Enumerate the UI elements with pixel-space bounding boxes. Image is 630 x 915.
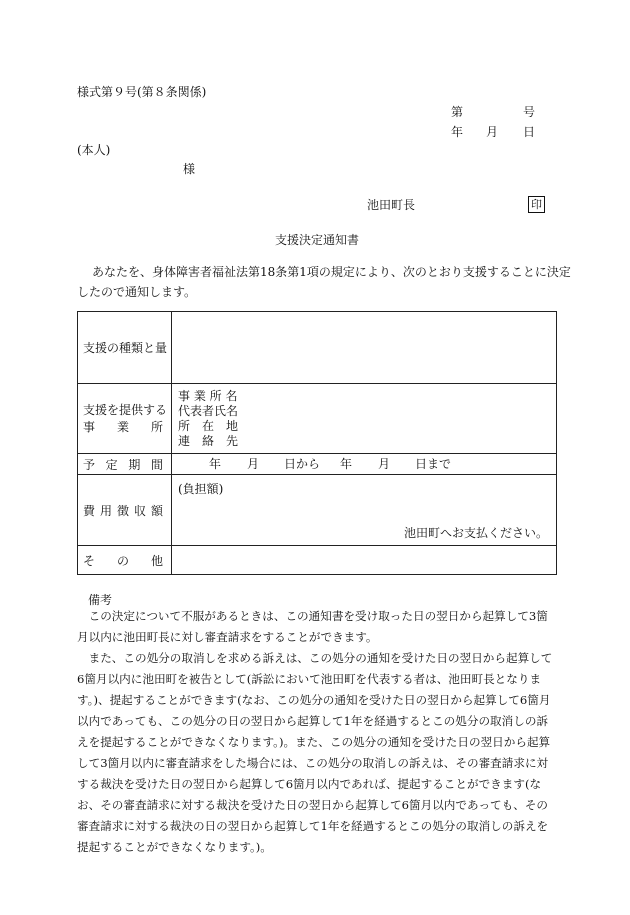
- provider-label-char: 業: [116, 420, 129, 434]
- period-label-cell: [78, 454, 172, 475]
- fee-label-char: 徴: [116, 503, 129, 518]
- period-end-year: 年: [340, 457, 353, 471]
- other-label: [78, 552, 171, 569]
- intro-line-2: したので通知します。: [77, 285, 197, 299]
- period-label-char: 定: [105, 457, 118, 472]
- period-end-month: 月: [378, 457, 391, 471]
- fee-value: [172, 475, 556, 545]
- provider-label-char: 所: [150, 420, 163, 434]
- period-start-year: 年: [209, 457, 222, 471]
- row-fee: [78, 475, 557, 546]
- provider-field-contact: 連 絡 先: [178, 433, 239, 448]
- other-label-cell: [78, 546, 172, 575]
- provider-value-cell: [172, 384, 557, 454]
- period-label-char: 期: [128, 457, 141, 472]
- provider-label-cell: [78, 384, 172, 454]
- provider-fields: [172, 389, 556, 449]
- other-label-char: そ: [83, 553, 96, 568]
- intro-line-1: あなたを、身体障害者福祉法第18条第1項の規定により、次のとおり支援することに決定: [92, 265, 571, 279]
- fee-label-char: 用: [99, 503, 112, 518]
- other-label-char: 他: [150, 553, 163, 568]
- date-year-label: 年: [451, 125, 464, 139]
- date-day-label: 日: [523, 125, 536, 139]
- period-value: [172, 456, 556, 472]
- period-label-char: 予: [83, 457, 96, 472]
- row-period: [78, 454, 557, 475]
- row-other: [78, 546, 557, 575]
- period-end-day: 日まで: [415, 457, 452, 471]
- period-start-month: 月: [247, 457, 260, 471]
- period-label: [78, 456, 171, 473]
- recipient-label: (本人): [77, 143, 111, 157]
- provider-label-char: 事: [83, 420, 96, 434]
- fee-note: (負担額): [178, 482, 224, 496]
- notes-paragraph-1: この決定について不服があるときは、この通知書を受け取った日の翌日から起算して3箇月以内に池田町長に対し審査請求をすることができます。: [77, 609, 548, 644]
- document-number-suffix: 号: [523, 105, 536, 119]
- document-title: 支援決定通知書: [275, 233, 360, 247]
- period-label-char: 間: [150, 457, 163, 472]
- support-type-label-cell: [78, 312, 172, 384]
- recipient-honorific: 様: [183, 162, 196, 176]
- provider-label-line2: [78, 418, 171, 435]
- other-value-cell: [172, 546, 557, 575]
- notes-body: [77, 606, 559, 858]
- support-type-label: 支援の種類と量: [83, 340, 168, 355]
- fee-label: [78, 502, 171, 519]
- fee-label-char: 収: [133, 503, 146, 518]
- fee-value-cell: [172, 475, 557, 546]
- form-number: 様式第９号(第８条関係): [77, 85, 207, 99]
- provider-field-office-name: 事 業 所 名: [178, 388, 238, 403]
- period-value-cell: [172, 454, 557, 475]
- date-month-label: 月: [486, 125, 499, 139]
- provider-field-address: 所 在 地: [178, 418, 239, 433]
- support-type-value-cell: [172, 312, 557, 384]
- document-number-label: 第: [451, 105, 464, 119]
- seal-mark: 印: [528, 196, 545, 213]
- provider-label-line1: 支援を提供する: [83, 403, 168, 417]
- fee-payment-instruction: 池田町へお支払ください。: [403, 526, 548, 540]
- provider-field-representative: 代表者氏名: [178, 403, 239, 418]
- period-start-day: 日から: [284, 457, 321, 471]
- row-support-type: [78, 312, 557, 384]
- other-label-char: の: [116, 553, 129, 568]
- fee-label-char: 費: [83, 503, 96, 518]
- row-provider: [78, 384, 557, 454]
- support-decision-table: [77, 311, 557, 575]
- fee-label-cell: [78, 475, 172, 546]
- fee-label-char: 額: [150, 503, 163, 518]
- notes-paragraph-2: また、この処分の取消しを求める訴えは、この処分の通知を受けた日の翌日から起算して6箇月以内に池田町を被告として(訴訟において池田町を代表する者は、池田町長となります。)、提起することができます(なお、この処分の通知を受けた日の翌日から起算して6箇月以内であっても、この処分の日の翌日から起算して1年を経過するとこの処分の取消しの訴えを提起することができなくなります。)。また、この処分の通知を受けた日の翌日から起算して3箇月以内に審査請求をした場合には、この処分の取消しの訴えは、その審査請求に対する裁決を受けた日の翌日から起算して6箇月以内であれば、提起することができます(なお、その審査請求に対する裁決を受けた日の翌日から起算して6箇月以内であっても、その審査請求に対する裁決の日の翌日から起算して1年を経過するとこの処分の取消しの訴えを提起することができなくなります。)。: [77, 651, 553, 854]
- notes-heading: 備考: [88, 593, 113, 607]
- issuer-name: 池田町長: [367, 198, 416, 212]
